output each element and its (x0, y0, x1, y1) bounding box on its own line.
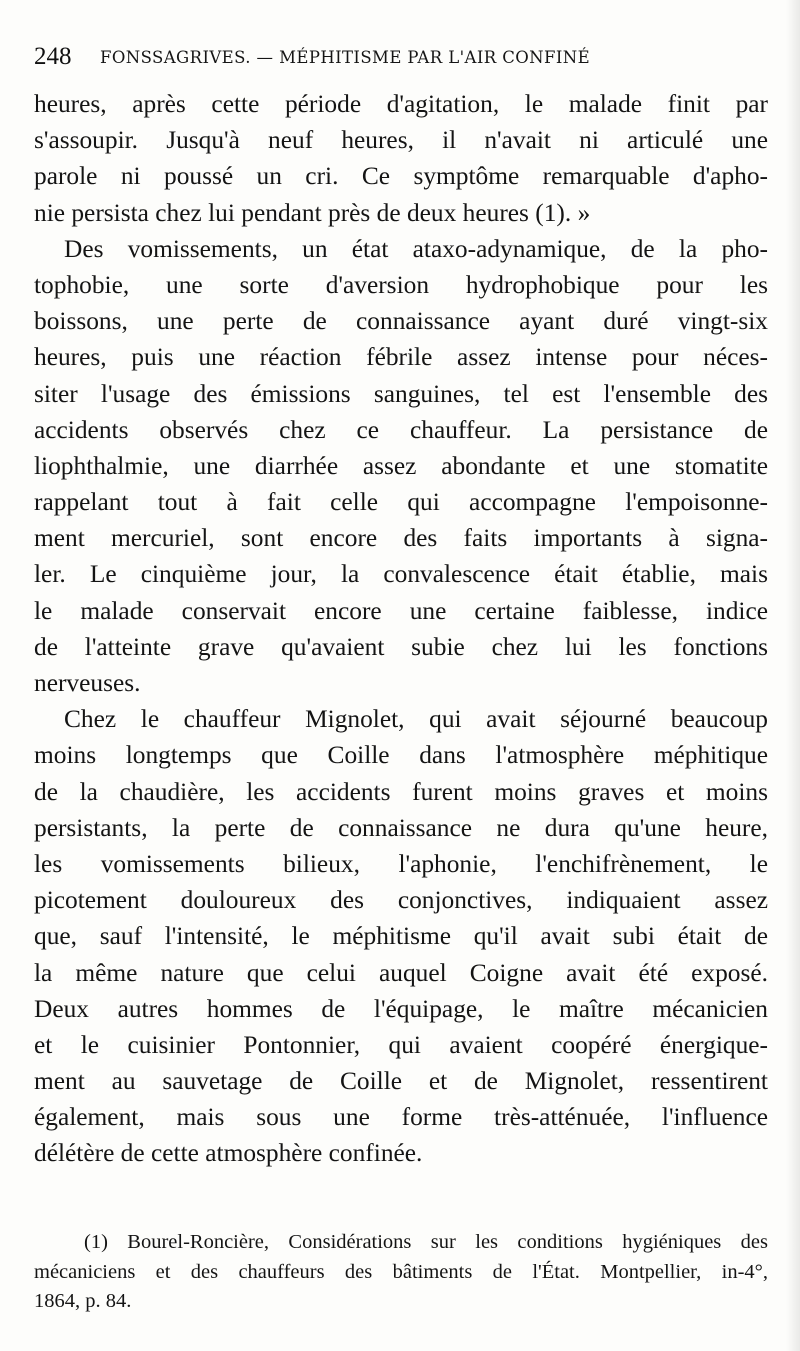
text-line: également, mais sous une forme très-atténuée, l'influence (34, 1103, 768, 1132)
text-line: accidents observés chez ce chauffeur. La persistance de (34, 415, 768, 444)
text-line: siter l'usage des émissions sanguines, tel est l'ensemble des (34, 379, 768, 408)
text-line: ler. Le cinquième jour, la convalescence était établie, mais (34, 560, 768, 589)
text-line: délétère de cette atmosphère confinée. (34, 1139, 423, 1168)
text-line: rappelant tout à fait celle qui accompagne l'empoisonne- (34, 488, 768, 517)
paragraph-first-line: Des vomissements, un état ataxo-adynamique, de la pho- (64, 234, 768, 263)
text-line: que, sauf l'intensité, le méphitisme qu'il avait subi était de (34, 922, 768, 951)
text-line: picotement douloureux des conjonctives, indiquaient assez (34, 886, 768, 915)
body-text (34, 86, 768, 1172)
footnote-line: mécaniciens et des chauffeurs des bâtiments de l'État. Montpellier, in-4°, (34, 1260, 768, 1283)
text-line: nerveuses. (34, 669, 141, 697)
text-line: ment au sauvetage de Coille et de Mignolet, ressentirent (34, 1067, 768, 1096)
text-line: liophthalmie, une diarrhée assez abondante et une stomatite (34, 451, 768, 480)
running-head: FONSSAGRIVES. — MÉPHITISME PAR L'AIR CONFINÉ (100, 48, 591, 67)
footnote-line: 1864, p. 84. (34, 1290, 132, 1312)
text-line: s'assoupir. Jusqu'à neuf heures, il n'avait ni articulé une (34, 126, 768, 155)
page-edge-shadow (786, 0, 800, 1351)
page-number: 248 (34, 43, 72, 70)
footnote (34, 1228, 768, 1317)
text-line: tophobie, une sorte d'aversion hydrophobique pour les (34, 270, 768, 299)
page-header (34, 42, 774, 72)
text-line: ment mercuriel, sont encore des faits importants à signa- (34, 524, 768, 553)
footnote-line: (1) Bourel-Roncière, Considérations sur les conditions hygiéniques des (84, 1231, 768, 1253)
text-line: les vomissements bilieux, l'aphonie, l'enchifrènement, le (34, 849, 768, 878)
text-line: nie persista chez lui pendant près de deux heures (1). » (34, 198, 591, 227)
text-line: parole ni poussé un cri. Ce symptôme remarquable d'apho- (34, 162, 768, 191)
text-line: moins longtemps que Coille dans l'atmosphère méphitique (34, 741, 768, 770)
text-line: heures, puis une réaction fébrile assez intense pour néces- (34, 343, 768, 372)
text-line: le malade conservait encore une certaine faiblesse, indice (34, 596, 768, 625)
text-line: la même nature que celui auquel Coigne avait été exposé. (34, 958, 768, 987)
paragraph-first-line: Chez le chauffeur Mignolet, qui avait séjourné beaucoup (64, 705, 768, 734)
text-line: de l'atteinte grave qu'avaient subie chez lui les fonctions (34, 632, 768, 661)
text-line: persistants, la perte de connaissance ne dura qu'une heure, (34, 813, 768, 842)
text-line: de la chaudière, les accidents furent moins graves et moins (34, 777, 768, 806)
text-line: boissons, une perte de connaissance ayant duré vingt-six (34, 307, 768, 336)
text-line: heures, après cette période d'agitation, le malade finit par (34, 90, 768, 118)
text-line: Deux autres hommes de l'équipage, le maître mécanicien (34, 994, 768, 1023)
text-line: et le cuisinier Pontonnier, qui avaient coopéré énergique- (34, 1030, 768, 1059)
